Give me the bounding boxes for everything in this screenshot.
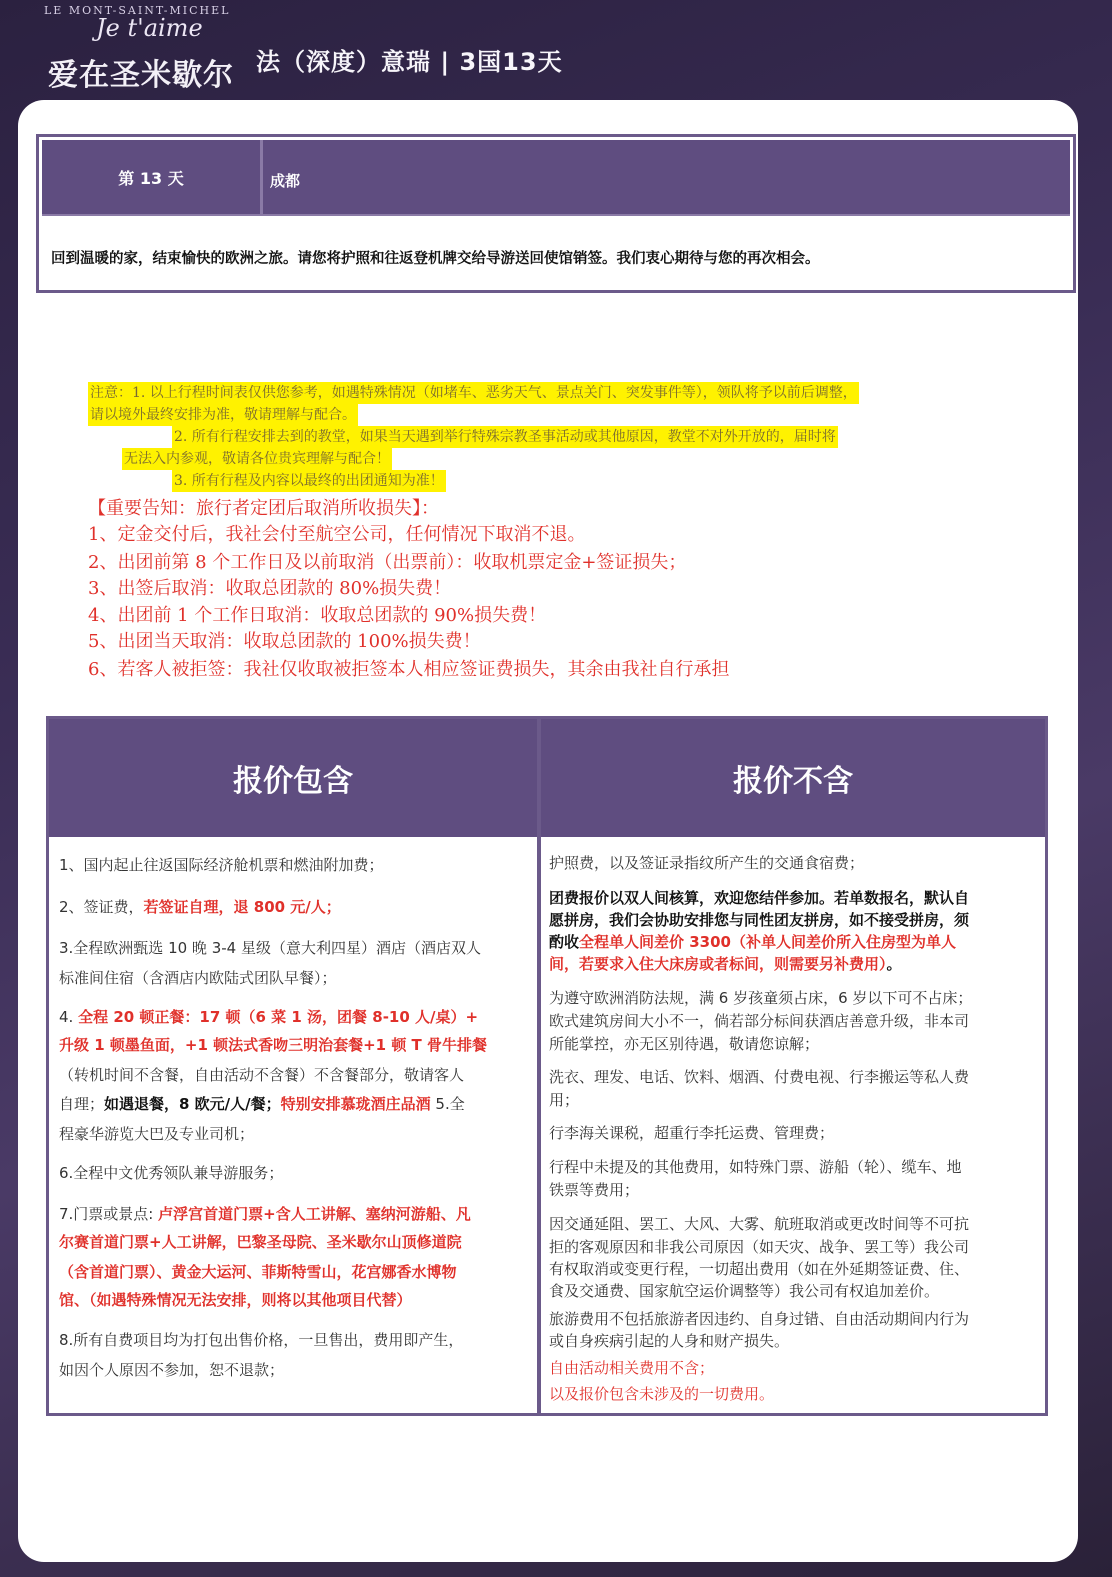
excluded-item: 间，若要求入住大床房或者标间，则需要另补费用）。 bbox=[549, 955, 902, 973]
excluded-item: 或自身疾病引起的人身和财产损失。 bbox=[549, 1332, 790, 1350]
included-item-8-cont: 如因个人原因不参加，恕不退款； bbox=[59, 1361, 285, 1379]
excluded-item: 欧式建筑房间大小不一，倘若部分标间获酒店善意升级，非本司 bbox=[549, 1012, 970, 1030]
excluded-item: 愿拼房，我们会协助安排您与同性团友拼房，如不接受拼房，须 bbox=[549, 911, 970, 929]
day-header bbox=[42, 140, 1070, 216]
brand-arc-text: LE MONT-SAINT-MICHEL bbox=[44, 4, 231, 17]
included-item-6: 6.全程中文优秀领队兼导游服务； bbox=[59, 1164, 284, 1182]
note-line-4: 无法入内参观，敬请各位贵宾理解与配合！ bbox=[122, 448, 392, 470]
cancel-heading: 【重要告知：旅行者定团后取消所收损失】： bbox=[88, 498, 439, 519]
excluded-item: 为遵守欧洲消防法规，满 6 岁孩童须占床，6 岁以下可不占床； bbox=[549, 989, 973, 1007]
page-title: 法（深度）意瑞 | 3国13天 bbox=[256, 48, 563, 76]
included-item-7-cont: （含首道门票）、黄金大运河、菲斯特雪山，花宫娜香水博物 bbox=[59, 1263, 457, 1281]
included-item-4: 4. 全程 20 顿正餐：17 顿（6 菜 1 汤，团餐 8-10 人/桌）+ bbox=[59, 1008, 479, 1026]
cancel-item: 6、若客人被拒签：我社仅收取被拒签本人相应签证费损失，其余由我社自行承担 bbox=[88, 659, 730, 680]
included-item-5: 程豪华游览大巴及专业司机； bbox=[59, 1125, 255, 1143]
price-table bbox=[46, 716, 1048, 1416]
cancel-item: 2、出团前第 8 个工作日及以前取消（出票前）：收取机票定金+签证损失； bbox=[88, 552, 687, 573]
included-item-3-cont: 标准间住宿（含酒店内欧陆式团队早餐）； bbox=[59, 969, 337, 987]
excluded-item: 拒的客观原因和非我公司原因（如天灾、战争、罢工等）我公司 bbox=[549, 1238, 970, 1256]
day-description: 回到温暖的家，结束愉快的欧洲之旅。请您将护照和往返登机牌交给导游送回使馆销签。我们衷心期待与您的再次相会。 bbox=[51, 251, 820, 267]
included-item-4-cont: 升级 1 顿墨鱼面，+1 顿法式香吻三明治套餐+1 顿 T 骨牛排餐 bbox=[59, 1036, 488, 1054]
note-line-1: 注意：1. 以上行程时间表仅供您参考，如遇特殊情况（如堵车、恶劣天气、景点关门、突发事件等），领队将予以前后调整， bbox=[88, 382, 859, 404]
excluded-item: 护照费，以及签证录指纹所产生的交通食宿费； bbox=[549, 854, 865, 872]
excluded-item: 有权取消或变更行程，一切超出费用（如在外延期签证费、住、 bbox=[549, 1260, 970, 1278]
brand-name: 爱在圣米歇尔 bbox=[48, 58, 234, 93]
included-item-2: 2、签证费，若签证自理，退 800 元/人； bbox=[59, 898, 341, 916]
cancel-item: 5、出团当天取消：收取总团款的 100%损失费！ bbox=[88, 631, 481, 652]
excluded-item: 食及交通费、国家航空运价调整等）我公司有权追加差价。 bbox=[549, 1282, 940, 1300]
column-divider bbox=[537, 719, 541, 1413]
brand-script: Je t'aime bbox=[96, 14, 203, 42]
cancel-item: 4、出团前 1 个工作日取消：收取总团款的 90%损失费！ bbox=[88, 605, 547, 626]
day-table bbox=[36, 134, 1076, 293]
note-line-2: 请以境外最终安排为准，敬请理解与配合。 bbox=[88, 404, 358, 426]
excluded-item: 行程中未提及的其他费用，如特殊门票、游船（轮）、缆车、地 bbox=[549, 1158, 962, 1176]
included-item-8: 8.所有自费项目均为打包出售价格，一旦售出，费用即产生， bbox=[59, 1331, 464, 1349]
day-city: 成都 bbox=[270, 172, 301, 190]
excluded-item: 自由活动相关费用不含； bbox=[549, 1359, 715, 1377]
excluded-item: 所能掌控，亦无区别待遇，敬请您谅解； bbox=[549, 1035, 820, 1053]
excluded-item: 用； bbox=[549, 1091, 580, 1109]
cancel-item: 1、定金交付后，我社会付至航空公司，任何情况下取消不退。 bbox=[88, 524, 586, 545]
excluded-item: 行李海关课税，超重行李托运费、管理费； bbox=[549, 1124, 835, 1142]
day-number: 第 13 天 bbox=[42, 140, 263, 214]
brand-logo bbox=[44, 4, 234, 96]
excluded-item: 洗衣、理发、电话、饮料、烟酒、付费电视、行李搬运等私人费 bbox=[549, 1068, 970, 1086]
included-item-1: 1、国内起止往返国际经济舱机票和燃油附加费； bbox=[59, 856, 384, 874]
cancel-item: 3、出签后取消：收取总团款的 80%损失费！ bbox=[88, 578, 452, 599]
note-line-5: 3. 所有行程及内容以最终的出团通知为准！ bbox=[172, 470, 446, 492]
included-item-4-cont: （转机时间不含餐，自由活动不含餐）不含餐部分，敬请客人 bbox=[59, 1066, 465, 1084]
excluded-item: 团费报价以双人间核算，欢迎您结伴参加。若单数报名，默认自 bbox=[549, 889, 970, 907]
excluded-item: 因交通延阻、罢工、大风、大雾、航班取消或更改时间等不可抗 bbox=[549, 1215, 970, 1233]
excluded-item: 以及报价包含未涉及的一切费用。 bbox=[549, 1385, 775, 1403]
excluded-item: 铁票等费用； bbox=[549, 1181, 640, 1199]
excluded-header: 报价不含 bbox=[541, 719, 1045, 837]
included-item-3: 3.全程欧洲甄选 10 晚 3-4 星级（意大利四星）酒店（酒店双人 bbox=[59, 939, 481, 957]
included-item-4-cont: 自理；如遇退餐，8 欧元/人/餐；特别安排慕珑酒庄品酒 5.全 bbox=[59, 1095, 465, 1113]
included-item-7-cont: 馆、（如遇特殊情况无法安排，则将以其他项目代替） bbox=[59, 1291, 412, 1309]
note-line-3: 2. 所有行程安排去到的教堂，如果当天遇到举行特殊宗教圣事活动或其他原因，教堂不对外开放的，届时将 bbox=[172, 426, 838, 448]
included-item-7-cont: 尔赛首道门票+人工讲解，巴黎圣母院、圣米歇尔山顶修道院 bbox=[59, 1233, 462, 1251]
included-item-7: 7.门票或景点: 卢浮宫首道门票+含人工讲解、塞纳河游船、凡 bbox=[59, 1205, 471, 1223]
excluded-item: 旅游费用不包括旅游者因违约、自身过错、自由活动期间内行为 bbox=[549, 1310, 970, 1328]
excluded-item: 酌收全程单人间差价 3300（补单人间差价所入住房型为单人 bbox=[549, 933, 956, 951]
included-header: 报价包含 bbox=[49, 719, 537, 837]
